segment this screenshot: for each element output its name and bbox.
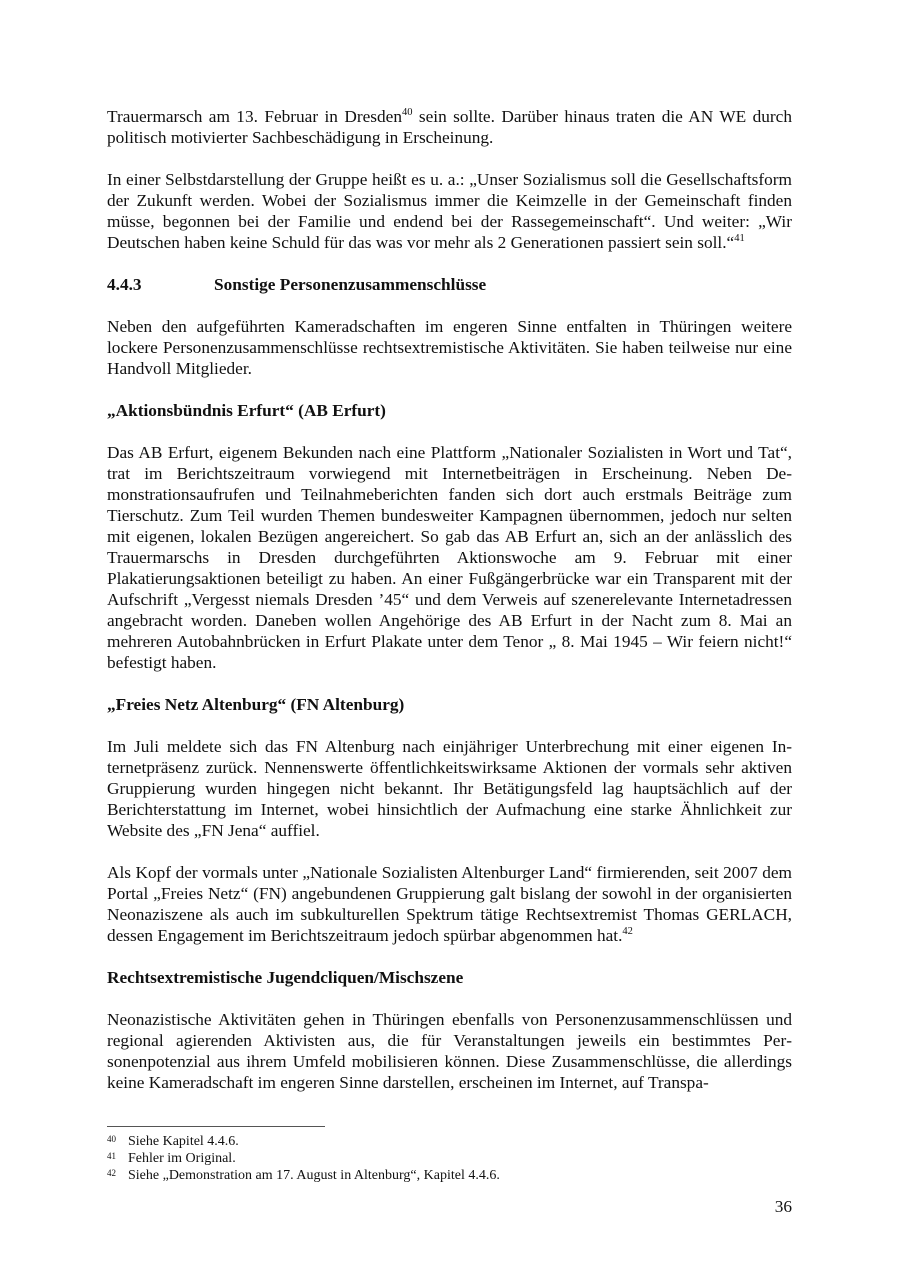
footnote-number: 40: [107, 1134, 116, 1144]
footnote-number: 42: [107, 1168, 116, 1178]
paragraph: [107, 106, 792, 148]
footnote-text: Siehe „Demonstration am 17. August in Altenburg“, Kapitel 4.4.6.: [128, 1168, 500, 1183]
paragraph: Im Juli meldete sich das FN Altenburg nach einjähriger Unterbrechung mit einer eigenen Internetpräsenz zurück. Nennenswerte öffentlichkeitswirksame Aktionen der vormals sehr aktiven Gruppierung wurden hingegen nicht bekannt. Ihr Betätigungsfeld lag hauptsächlich auf der Berichterstattung im Internet, wobei hinsichtlich der Aufmachung eine starke Ähnlichkeit zur Website des „FN Jena“ auffiel.: [107, 737, 792, 840]
footnote: [107, 1150, 792, 1167]
paragraph: Neonazistische Aktivitäten gehen in Thüringen ebenfalls von Personenzusammenschlüssen und regional agierenden Aktivisten aus, die für Veranstaltungen jeweils ein bestimmtes Personenpotenzial aus ihrem Umfeld mobilisieren können. Diese Zusammenschlüsse, die allerdings keine Kameradschaft im engeren Sinne darstellen, erscheinen im Internet, auf Transpa-: [107, 1010, 792, 1092]
paragraph: [107, 862, 792, 946]
paragraph-text: sein sollte. Darüber hinaus traten die AN WE durch politisch motivierter Sachbeschädigung in Erscheinung.: [107, 107, 792, 147]
footnote-separator: [107, 1126, 325, 1127]
paragraph: [107, 169, 792, 253]
footnote: [107, 1133, 792, 1150]
footnote-text: Fehler im Original.: [128, 1151, 236, 1166]
paragraph-text: Trauermarsch am 13. Februar in Dresden: [107, 107, 402, 126]
section-number: 4.4.3: [107, 275, 142, 294]
footnote-ref: 41: [734, 233, 745, 244]
body-text: [107, 106, 792, 1114]
footnotes: [107, 1133, 792, 1184]
footnote-ref: 40: [401, 107, 413, 118]
footnote-text: Siehe Kapitel 4.4.6.: [128, 1134, 239, 1149]
section-title: Sonstige Personenzusammenschlüsse: [214, 275, 487, 294]
paragraph-text: In einer Selbstdarstellung der Gruppe heißt es u. a.: „Unser Sozialismus soll die Gesellschaftsform der Zukunft werden. Wobei der Sozialismus immer die Keimzelle in der Gemeinschaft finden müsse, begonnen bei der Familie und endend bei der Rassegemeinschaft“. Und weiter: „Wir Deutschen haben keine Schuld für das was vor mehr als 2 Generationen passiert sein soll.“: [107, 170, 792, 252]
paragraph-text: Als Kopf der vormals unter „Nationale Sozialisten Altenburger Land“ firmierenden, seit 2007 dem Portal „Freies Netz“ (FN) angebundenen Gruppierung galt bislang der sowohl in der organisierten Neonaziszene als auch im subkulturellen Spektrum tätige Rechtsextremist Thomas GERLACH, dessen Engagement im Berichtszeitraum jedoch spürbar abgenommen hat.: [107, 863, 792, 945]
section-heading: [107, 274, 792, 295]
subheading: „Aktionsbündnis Erfurt“ (AB Erfurt): [107, 401, 386, 420]
footnote: [107, 1167, 792, 1184]
page-number: 36: [774, 1197, 792, 1216]
paragraph: Neben den aufgeführten Kameradschaften im engeren Sinne entfalten in Thüringen weitere lockere Personenzusammenschlüsse rechtsextremistische Aktivitäten. Sie haben teilweise nur eine Handvoll Mitglieder.: [107, 317, 792, 378]
subheading: „Freies Netz Altenburg“ (FN Altenburg): [107, 695, 405, 714]
footnote-number: 41: [107, 1151, 116, 1161]
paragraph: Das AB Erfurt, eigenem Bekunden nach eine Plattform „Nationaler Sozialisten in Wort und Tat“, trat im Berichtszeitraum vorwiegend mit Internetbeiträgen in Erscheinung. Neben Demonstrationsaufrufen und Teilnahmeberichten fanden sich dort auch erstmals Beiträge zum Tierschutz. Zum Teil wurden Themen bundesweiter Kampagnen übernommen, jedoch nur selten mit eigenen, lokalen Bezügen angereichert. So gab das AB Erfurt an, sich an der anlässlich des Trauermarschs in Dresden durchgeführten Aktionswoche am 9. Februar mit einer Plakatierungsaktionen beteiligt zu haben. An einer Fußgängerbrücke war ein Transparent mit der Aufschrift „Vergesst niemals Dresden ’45“ und dem Verweis auf szenerelevante Internetadressen angebracht worden. Daneben wollen Angehörige des AB Erfurt in der Nacht zum 8. Mai an mehreren Autobahnbrücken in Erfurt Plakate unter dem Tenor „ 8. Mai 1945 – Wir feiern nicht!“ befestigt haben.: [107, 443, 792, 672]
subheading: Rechtsextremistische Jugendcliquen/Mischszene: [107, 968, 464, 987]
footnote-ref: 42: [622, 926, 633, 937]
